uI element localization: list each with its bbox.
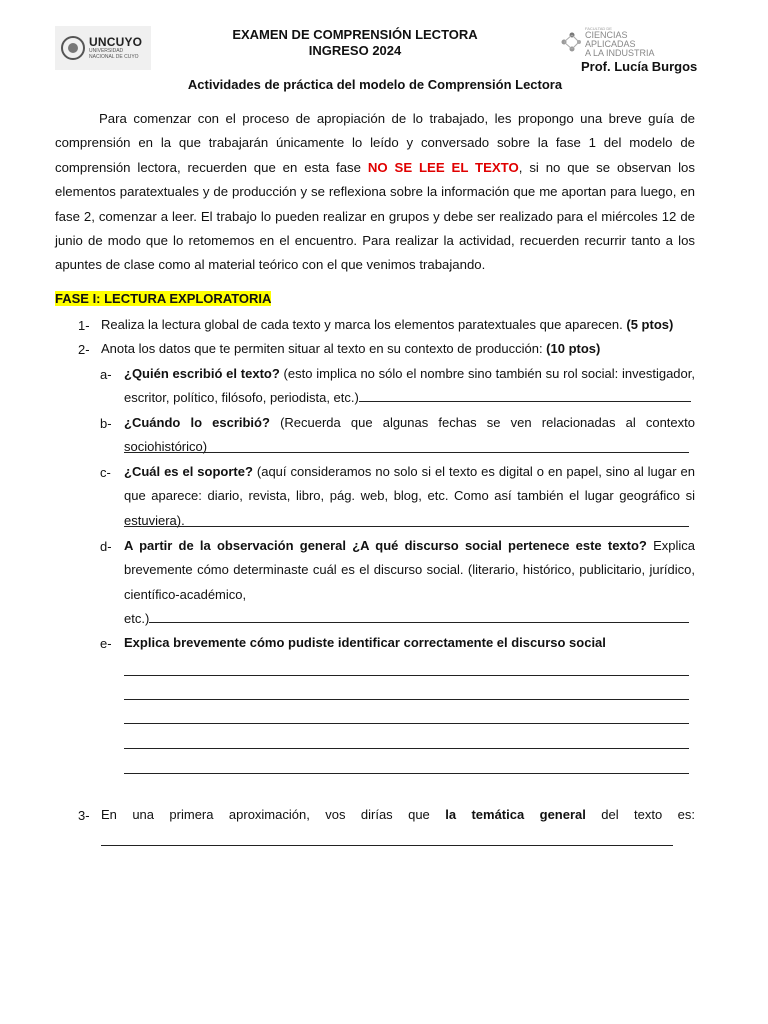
exam-title: EXAMEN DE COMPRENSIÓN LECTORA xyxy=(232,27,478,42)
faculty-line-2: A LA INDUSTRIA xyxy=(584,47,655,58)
q2e-answer-line-1[interactable] xyxy=(124,675,689,676)
intro-part-2: , si no que se observan los elementos paratextuales y de producción y se reflexiona sobre la información que me aportan para luego, en fase 2, comenzar a leer. El trabajo lo pueden realizar en grupos y debe ser realizado para el miércoles 12 de junio de modo que lo retomemos en el encuentro. Para realizar la actividad, recuerden recurrir tanto a los apuntes de clase como al material teórico con el que venimos trabajando. xyxy=(55,159,695,273)
q3-topic: la temática general xyxy=(445,807,586,822)
q2c-question: ¿Cuál es el soporte? xyxy=(124,464,253,479)
q2e-answer-line-2[interactable] xyxy=(124,699,689,700)
q2e-question: Explica brevemente cómo pudiste identificar correctamente el discurso social xyxy=(124,635,606,650)
q2e-answer-line-3[interactable] xyxy=(124,723,689,724)
q3-text xyxy=(101,803,695,827)
q2-points: (10 ptos) xyxy=(546,341,601,356)
q2e-answer-line-5[interactable] xyxy=(124,773,689,774)
q2a-hint: (esto implica no sólo el nombre sino también su rol social: investigador, escritor, político, filósofo, periodista, etc.) xyxy=(124,366,695,406)
q2b-hint: (Recuerda que algunas fechas se ven relacionadas al contexto sociohistórico) xyxy=(124,415,695,455)
q2e-letter: e- xyxy=(100,636,112,651)
university-seal-icon xyxy=(61,36,85,60)
q2a-answer-line[interactable] xyxy=(359,391,691,402)
phase-heading-text: FASE I: LECTURA EXPLORATORIA xyxy=(55,291,272,306)
network-icon xyxy=(560,31,582,53)
faculty-line-1: CIENCIAS APLICADAS xyxy=(584,29,636,49)
intro-paragraph xyxy=(55,107,695,278)
q2b-question: ¿Cuándo lo escribió? xyxy=(124,415,270,430)
q1-statement: Realiza la lectura global de cada texto y marca los elementos paratextuales que aparecen. xyxy=(101,317,627,332)
faculty-logo xyxy=(560,25,680,58)
q3-answer-line[interactable] xyxy=(101,845,673,846)
faculty-prefix: FACULTAD DE xyxy=(584,25,612,31)
exam-subtitle: INGRESO 2024 xyxy=(308,43,402,58)
q2a-letter: a- xyxy=(100,367,112,382)
q3-text-after: del texto es: xyxy=(585,807,695,822)
logo-name: UNCUYO xyxy=(89,34,143,49)
q2e-answer-line-4[interactable] xyxy=(124,748,689,749)
q2a-question: ¿Quién escribió el texto? xyxy=(124,366,280,381)
q2d-answer-line[interactable] xyxy=(149,612,689,623)
q2d-end: etc.) xyxy=(124,611,150,627)
q2-text xyxy=(101,337,695,361)
phase-heading xyxy=(55,291,271,306)
q2d-letter: d- xyxy=(100,539,112,554)
q2c-answer-line[interactable] xyxy=(124,526,689,527)
q2c-text xyxy=(124,460,695,533)
q2d-text xyxy=(124,534,695,632)
q1-text xyxy=(101,313,695,337)
professor-name: Prof. Lucía Burgos xyxy=(581,59,698,74)
uncuyo-logo xyxy=(55,26,151,70)
q1-points: (5 ptos) xyxy=(626,317,674,332)
q2d-question: A partir de la observación general ¿A qué discurso social pertenece este texto? xyxy=(124,538,647,553)
activity-title: Actividades de práctica del modelo de Comprensión Lectora xyxy=(187,77,563,92)
warning-highlight: NO SE LEE EL TEXTO xyxy=(367,159,519,175)
q1-number: 1- xyxy=(78,318,90,333)
q2-number: 2- xyxy=(78,342,90,357)
q3-number: 3- xyxy=(78,808,90,823)
q3-text-before: En una primera aproximación, vos dirías que xyxy=(101,807,446,822)
q2b-answer-line[interactable] xyxy=(124,452,689,453)
q2d-hint: Explica brevemente cómo determinaste cuál es el discurso social. (literario, histórico, publicitario, jurídico, científico-académico, xyxy=(124,538,695,602)
logo-sub-1: UNIVERSIDAD xyxy=(89,47,124,54)
logo-sub-2: NACIONAL DE CUYO xyxy=(89,54,139,60)
q2b-letter: b- xyxy=(100,416,112,431)
q2a-text xyxy=(124,362,695,411)
q2e-text xyxy=(124,631,695,655)
intro-part-1: Para comenzar con el proceso de apropiación de lo trabajado, les propongo una breve guía de comprensión en la que trabajarán únicamente lo leído y conversado sobre la fase 1 del modelo de comprensión lectora, recuerden que en esta fase xyxy=(55,111,695,175)
q2-statement: Anota los datos que te permiten situar al texto en su contexto de producción: xyxy=(101,341,547,356)
q2c-hint: (aquí consideramos no solo si el texto es digital o en papel, sino al lugar en que aparece: diario, revista, libro, pág. web, blog, etc. Como así también el lugar geográfico si estuviera). xyxy=(124,464,695,528)
q2c-letter: c- xyxy=(100,465,111,480)
